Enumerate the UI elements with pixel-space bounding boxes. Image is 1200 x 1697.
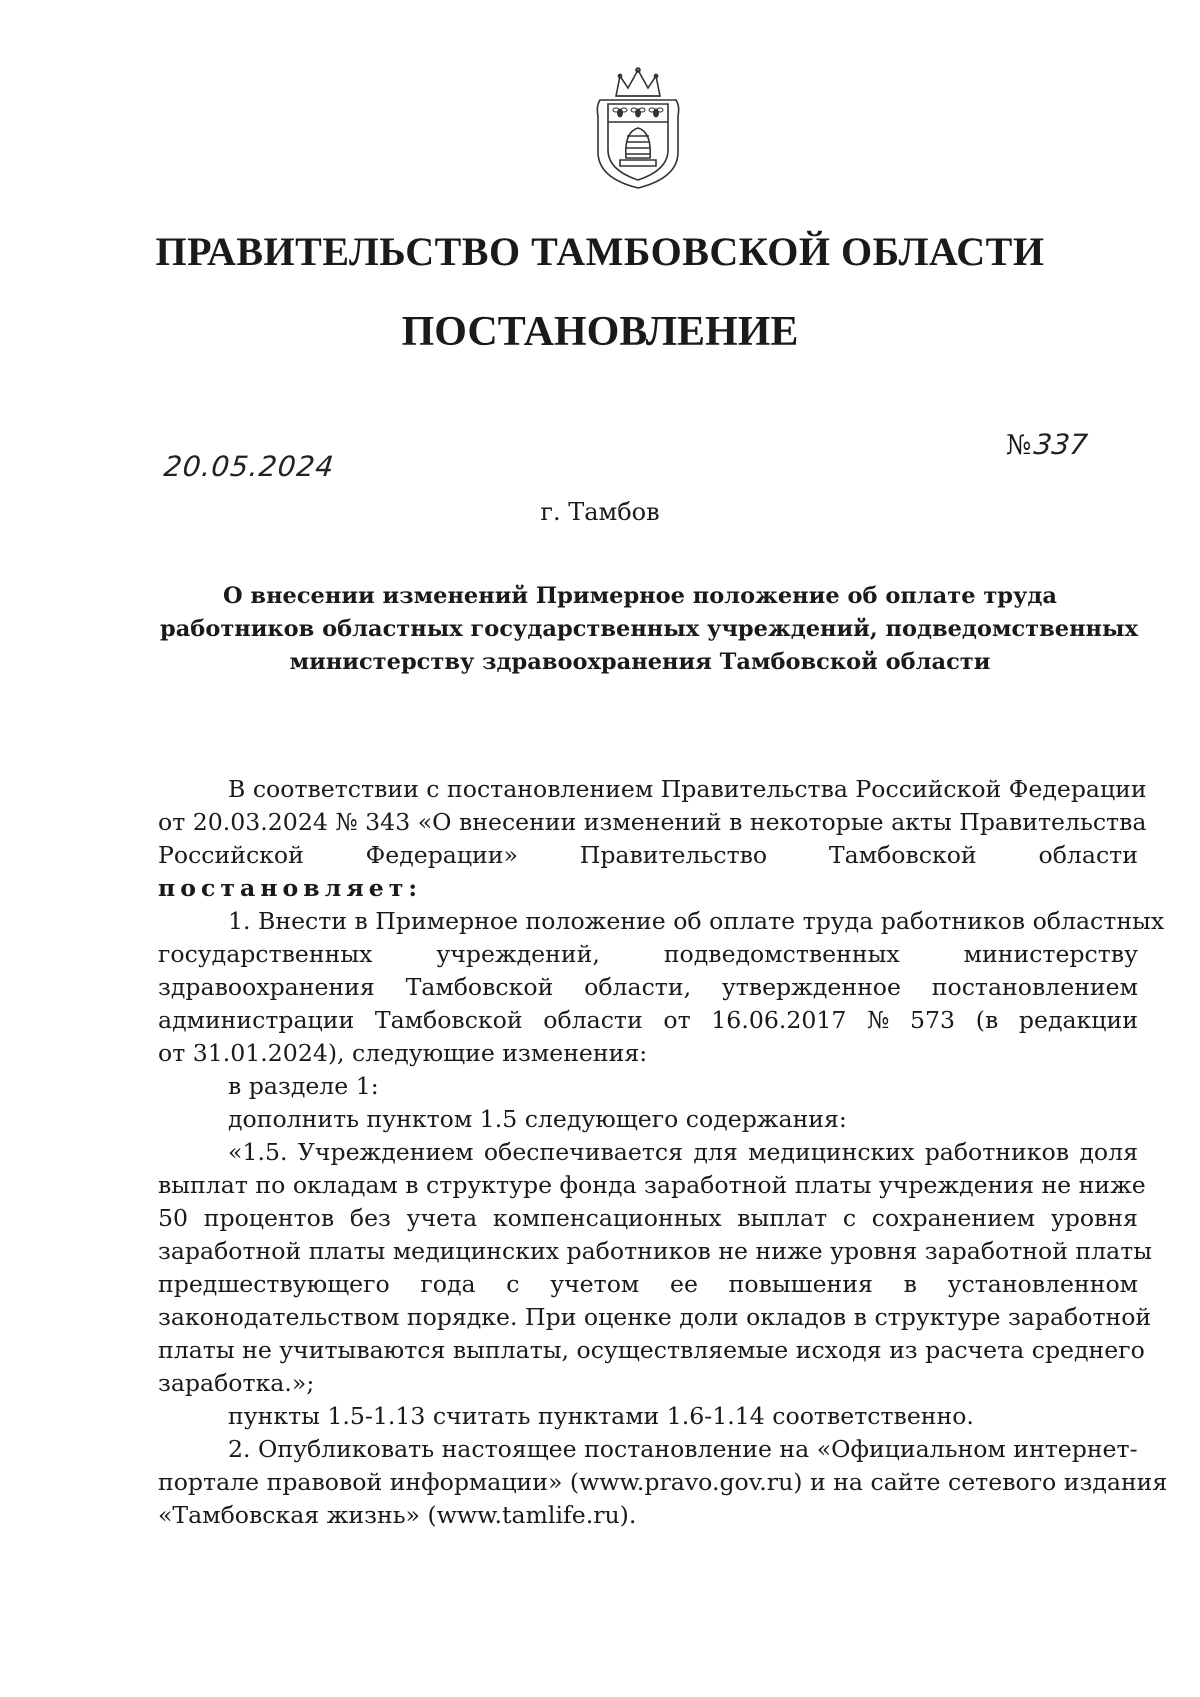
body-line: в разделе 1: [228, 1072, 379, 1100]
body-line: 1. Внести в Примерное положение об оплате труда работников областных [228, 907, 1165, 935]
word: постановлением [931, 973, 1138, 1001]
word: установленном [947, 1270, 1138, 1298]
body-line: заработка.»; [158, 1369, 315, 1397]
coat-of-arms-icon [590, 66, 686, 190]
word: учреждений, [436, 940, 600, 968]
word: 16.06.2017 [711, 1006, 847, 1034]
body-line: пункты 1.5-1.13 считать пунктами 1.6-1.14 соответственно. [228, 1402, 974, 1430]
body-line [158, 971, 1138, 1004]
body-line [158, 938, 1138, 971]
word: «1.5. [228, 1138, 288, 1166]
body-line: от 20.03.2024 № 343 «О внесении изменений в некоторые акты Правительства [158, 808, 1147, 836]
word: утвержденное [721, 973, 901, 1001]
word: с [842, 1204, 857, 1232]
word: области [1038, 841, 1138, 869]
word: с [506, 1270, 520, 1298]
word: обеспечивается [483, 1138, 683, 1166]
number-value: 337 [1031, 428, 1089, 461]
word: администрации [158, 1006, 355, 1034]
word: Федерации» [365, 841, 518, 869]
word: учета [406, 1204, 478, 1232]
body-line [158, 1004, 1138, 1037]
resolution-word: постановляет: [158, 874, 423, 902]
body-line: В соответствии с постановлением Правительства Российской Федерации [228, 775, 1147, 803]
organization-title: ПРАВИТЕЛЬСТВО ТАМБОВСКОЙ ОБЛАСТИ [155, 229, 1045, 274]
word: Тамбовской [828, 841, 977, 869]
document-type: ПОСТАНОВЛЕНИЕ [401, 309, 799, 355]
word: работников [924, 1138, 1070, 1166]
subject-line: О внесении изменений Примерное положение об оплате труда [223, 583, 1057, 609]
word: медицинских [748, 1138, 915, 1166]
word: без [349, 1204, 391, 1232]
body-line [158, 1136, 1138, 1169]
word: процентов [203, 1204, 335, 1232]
city: г. Тамбов [540, 498, 660, 526]
subject-line: министерству здравоохранения Тамбовской области [289, 649, 991, 675]
word: здравоохранения [158, 973, 375, 1001]
body-line: портале правовой информации» (www.pravo.gov.ru) и на сайте сетевого издания [158, 1468, 1168, 1496]
body-line: от 31.01.2024), следующие изменения: [158, 1039, 648, 1067]
word: области, [584, 973, 692, 1001]
word: года [420, 1270, 476, 1298]
word: государственных [158, 940, 373, 968]
word: доля [1079, 1138, 1138, 1166]
body-line: «Тамбовская жизнь» (www.tamlife.ru). [158, 1501, 637, 1529]
word: 50 [158, 1204, 189, 1232]
body-line [158, 1268, 1138, 1301]
word: подведомственных [663, 940, 900, 968]
word: Правительство [579, 841, 768, 869]
word: повышения [728, 1270, 873, 1298]
word: редакции [1018, 1006, 1138, 1034]
body-line: 2. Опубликовать настоящее постановление на «Официальном интернет- [228, 1435, 1138, 1463]
word: Учреждением [297, 1138, 474, 1166]
word: 573 [910, 1006, 956, 1034]
word: сохранением [871, 1204, 1036, 1232]
word: области [543, 1006, 643, 1034]
body-line: выплат по окладам в структуре фонда заработной платы учреждения не ниже [158, 1171, 1146, 1199]
body-line: заработной платы медицинских работников не ниже уровня заработной платы [158, 1237, 1153, 1265]
body-line [158, 1202, 1138, 1235]
body-line [158, 839, 1138, 872]
document-subject [160, 580, 1138, 679]
word: предшествующего [158, 1270, 390, 1298]
word: министерству [963, 940, 1138, 968]
word: № [867, 1006, 890, 1034]
word: компенсационных [492, 1204, 722, 1232]
word: ее [669, 1270, 698, 1298]
body-line: дополнить пунктом 1.5 следующего содержания: [228, 1105, 847, 1133]
word: учетом [550, 1270, 640, 1298]
word: уровня [1050, 1204, 1138, 1232]
body-line: законодательством порядке. При оценке доли окладов в структуре заработной [158, 1303, 1152, 1331]
word: для [693, 1138, 738, 1166]
word: в [903, 1270, 917, 1298]
body-line: платы не учитываются выплаты, осуществляемые исходя из расчета среднего [158, 1336, 1145, 1364]
word: Российской [158, 841, 304, 869]
document-body [158, 773, 1168, 1532]
number-sign: № [1006, 430, 1032, 461]
word: Тамбовской [405, 973, 554, 1001]
word: (в [975, 1006, 999, 1034]
document-date: 20.05.2024 [162, 450, 337, 483]
subject-line: работников областных государственных учреждений, подведомственных [160, 616, 1138, 642]
document-number [1006, 428, 1087, 461]
word: выплат [737, 1204, 828, 1232]
word: Тамбовской [374, 1006, 523, 1034]
word: от [663, 1006, 691, 1034]
